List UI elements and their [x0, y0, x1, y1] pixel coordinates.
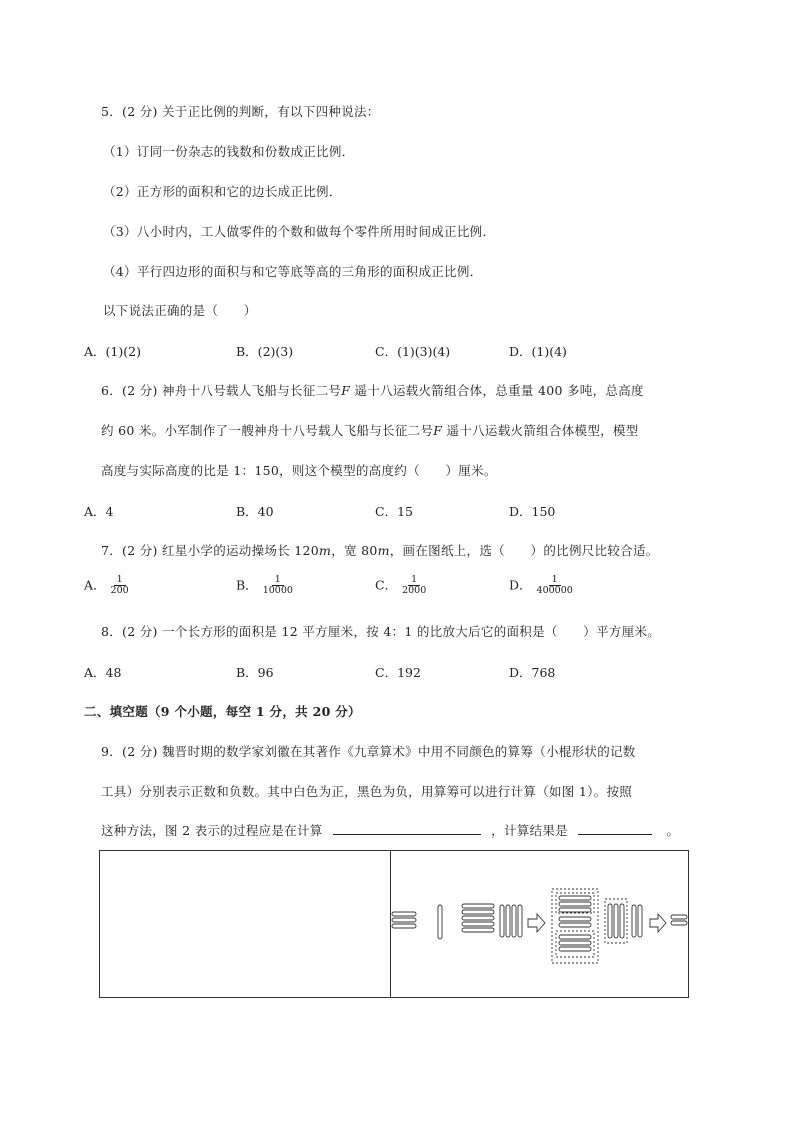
q9-line-1: 9．(2 分) 魏晋时期的数学家刘徽在其著作《九章算术》中用不同颜色的算筹（小棍形状的记数 [101, 744, 636, 759]
answer-blank-1[interactable] [333, 823, 481, 835]
q8-option-d[interactable]: D．768 [509, 665, 556, 680]
answer-blank-2[interactable] [578, 823, 652, 835]
q7-option-a[interactable]: A． $\frac{1}{200}$ [84, 574, 129, 597]
q8-stem: 8．(2 分) 一个长方形的面积是 12 平方厘米，按 4：1 的比放大后它的面积是（ ）平方厘米。 [101, 624, 661, 639]
q9-line-3: 这种方法，图 2 表示的过程应是在计算 ，计算结果是 。 [101, 823, 680, 838]
q6-option-d[interactable]: D．150 [509, 504, 556, 519]
q5-option-d[interactable]: D．(1)(4) [509, 344, 567, 359]
q6-line-1: 6．(2 分) 神舟十八号载人飞船与长征二号F 遥十八运载火箭组合体，总重量 400 多吨，总高度 [101, 383, 644, 398]
q7-option-d[interactable]: D． $\frac{1}{400000}$ [509, 574, 573, 597]
q7-option-c[interactable]: C． $\frac{1}{2000}$ [375, 574, 427, 597]
section-title: 二、填空题（9 个小题，每空 1 分，共 20 分） [84, 704, 361, 719]
q5-statement-3: （3）八小时内，工人做零件的个数和做每个零件所用时间成正比例． [103, 224, 496, 239]
figure-box [99, 850, 689, 998]
q6-option-c[interactable]: C．15 [375, 504, 413, 519]
q6-variable-f: F [341, 383, 351, 398]
q6-option-b[interactable]: B．40 [236, 504, 274, 519]
q5-statement-1: （1）订同一份杂志的钱数和份数成正比例． [103, 144, 355, 159]
counting-rods-figure [100, 851, 688, 997]
q7-stem: 7．(2 分) 红星小学的运动操场长 120m，宽 80m，画在图纸上，选（ ）的比例尺比较合适。 [101, 543, 659, 558]
q5-option-b[interactable]: B．(2)(3) [236, 344, 294, 359]
q8-option-b[interactable]: B．96 [236, 665, 274, 680]
q6-option-a[interactable]: A．4 [84, 504, 114, 519]
q6-line-2: 约 60 米。小军制作了一艘神舟十八号载人飞船与长征二号F 遥十八运载火箭组合体模型，模型 [101, 423, 639, 438]
q5-option-a[interactable]: A．(1)(2) [84, 344, 141, 359]
q5-option-c[interactable]: C．(1)(3)(4) [375, 344, 451, 359]
q5-statement-4: （4）平行四边形的面积与和它等底等高的三角形的面积成正比例． [103, 264, 483, 279]
q5-question: 以下说法正确的是（ ） [103, 303, 257, 318]
q6-variable-f: F [433, 423, 443, 438]
q5-statement-2: （2）正方形的面积和它的边长成正比例． [103, 184, 342, 199]
q9-line-2: 工具）分别表示正数和负数。其中白色为正，黑色为负，用算筹可以进行计算（如图 1）。按照 [101, 784, 633, 799]
q7-option-b[interactable]: B． $\frac{1}{10000}$ [236, 574, 293, 597]
q8-option-a[interactable]: A．48 [84, 665, 122, 680]
q8-option-c[interactable]: C．192 [375, 665, 421, 680]
q6-line-3: 高度与实际高度的比是 1：150，则这个模型的高度约（ ）厘米。 [101, 463, 497, 478]
q5-stem: 5．(2 分) 关于正比例的判断，有以下四种说法： [101, 104, 380, 119]
